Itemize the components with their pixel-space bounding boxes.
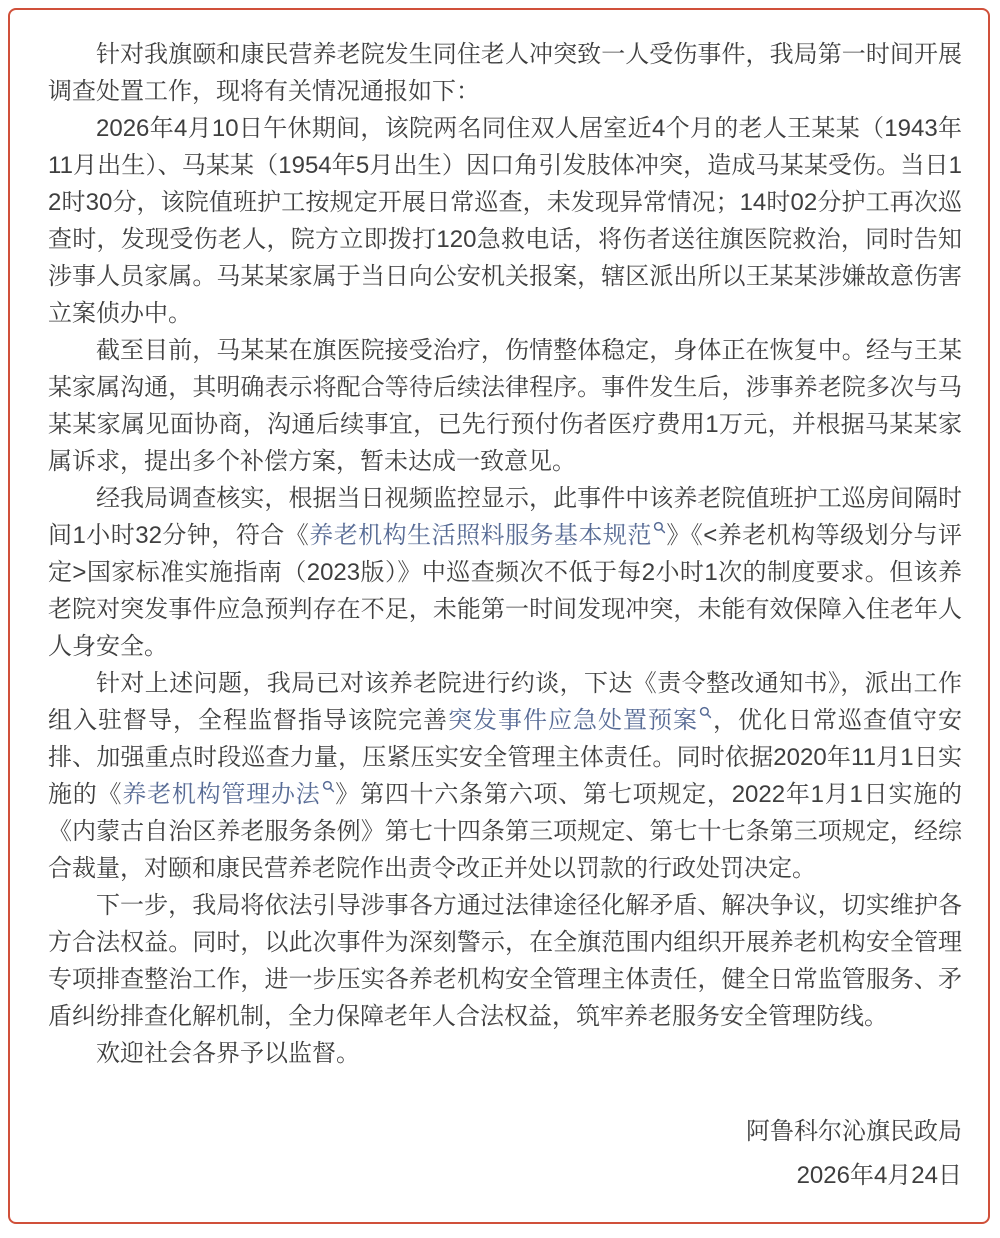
signature-block bbox=[48, 1110, 962, 1198]
signature-org: 阿鲁科尔沁旗民政局 bbox=[746, 1118, 962, 1145]
paragraph-investigation bbox=[48, 480, 962, 665]
search-icon bbox=[699, 706, 712, 719]
paragraph-status bbox=[48, 332, 962, 480]
link-text: 养老机构管理办法 bbox=[122, 781, 321, 808]
paragraph-text: 》第四十六条第六项、第七项规定，2022年1月1日实施的《内蒙古自治区养老服务条例》第七十四条第三项规定、第七十七条第三项规定，经综合裁量，对颐和康民营养老院作出责令改正并处以罚款的行政处罚决定。 bbox=[48, 781, 962, 882]
link-emergency-plan[interactable] bbox=[448, 707, 712, 734]
link-management-measures[interactable] bbox=[122, 781, 334, 808]
paragraph-text: 2026年4月10日午休期间，该院两名同住双人居室近4个月的老人王某某（1943年11月出生）、马某某（1954年5月出生）因口角引发肢体冲突，造成马某某受伤。当日12时30分，该院值班护工按规定开展日常巡查，未发现异常情况；14时02分护工再次巡查时，发现受伤老人，院方立即拨打120急救电话，将伤者送往旗医院救治，同时告知涉事人员家属。马某某家属于当日向公安机关报案，辖区派出所以王某某涉嫌故意伤害立案侦办中。 bbox=[48, 115, 962, 327]
link-care-service-standard[interactable] bbox=[309, 522, 666, 549]
link-text: 养老机构生活照料服务基本规范 bbox=[309, 522, 652, 549]
paragraph-text: ，优化日常巡查值守安排、加强重点时段巡查力量，压紧压实安全管理主体责任。同时依据2020年11月1日实施的《 bbox=[48, 707, 962, 808]
link-text: 突发事件应急处置预案 bbox=[448, 707, 698, 734]
paragraph-text: 经我局调查核实，根据当日视频监控显示，此事件中该养老院值班护工巡房间隔时间1小时32分钟，符合《 bbox=[48, 485, 962, 549]
paragraph-text: 针对我旗颐和康民营养老院发生同住老人冲突致一人受伤事件，我局第一时间开展调查处置工作，现将有关情况通报如下： bbox=[48, 41, 962, 105]
paragraph-text: 》《<养老机构等级划分与评定>国家标准实施指南（2023版）》中巡查频次不低于每2小时1次的制度要求。但该养老院对突发事件应急预判存在不足，未能第一时间发现冲突，未能有效保障入住老年人人身安全。 bbox=[48, 522, 963, 660]
paragraph-intro bbox=[48, 36, 962, 110]
search-icon bbox=[653, 521, 666, 534]
paragraph-measures bbox=[48, 665, 962, 887]
paragraph-text: 欢迎社会各界予以监督。 bbox=[96, 1040, 360, 1067]
notice-frame bbox=[8, 8, 990, 1224]
paragraph-text: 下一步，我局将依法引导涉事各方通过法律途径化解矛盾、解决争议，切实维护各方合法权益。同时，以此次事件为深刻警示，在全旗范围内组织开展养老机构安全管理专项排查整治工作，进一步压实各养老机构安全管理主体责任，健全日常监管服务、矛盾纠纷排查化解机制，全力保障老年人合法权益，筑牢养老服务安全管理防线。 bbox=[48, 892, 962, 1030]
paragraph-incident bbox=[48, 110, 962, 332]
paragraph-text: 截至目前，马某某在旗医院接受治疗，伤情整体稳定，身体正在恢复中。经与王某某家属沟通，其明确表示将配合等待后续法律程序。事件发生后，涉事养老院多次与马某某家属见面协商，沟通后续事宜，已先行预付伤者医疗费用1万元，并根据马某某家属诉求，提出多个补偿方案，暂未达成一致意见。 bbox=[48, 337, 962, 475]
paragraph-text: 针对上述问题，我局已对该养老院进行约谈，下达《责令整改通知书》，派出工作组入驻督导，全程监督指导该院完善 bbox=[48, 670, 962, 734]
signature-date: 2026年4月24日 bbox=[796, 1162, 962, 1189]
paragraph-welcome-supervision bbox=[48, 1035, 962, 1072]
paragraph-next-steps bbox=[48, 887, 962, 1035]
search-icon bbox=[322, 780, 335, 793]
